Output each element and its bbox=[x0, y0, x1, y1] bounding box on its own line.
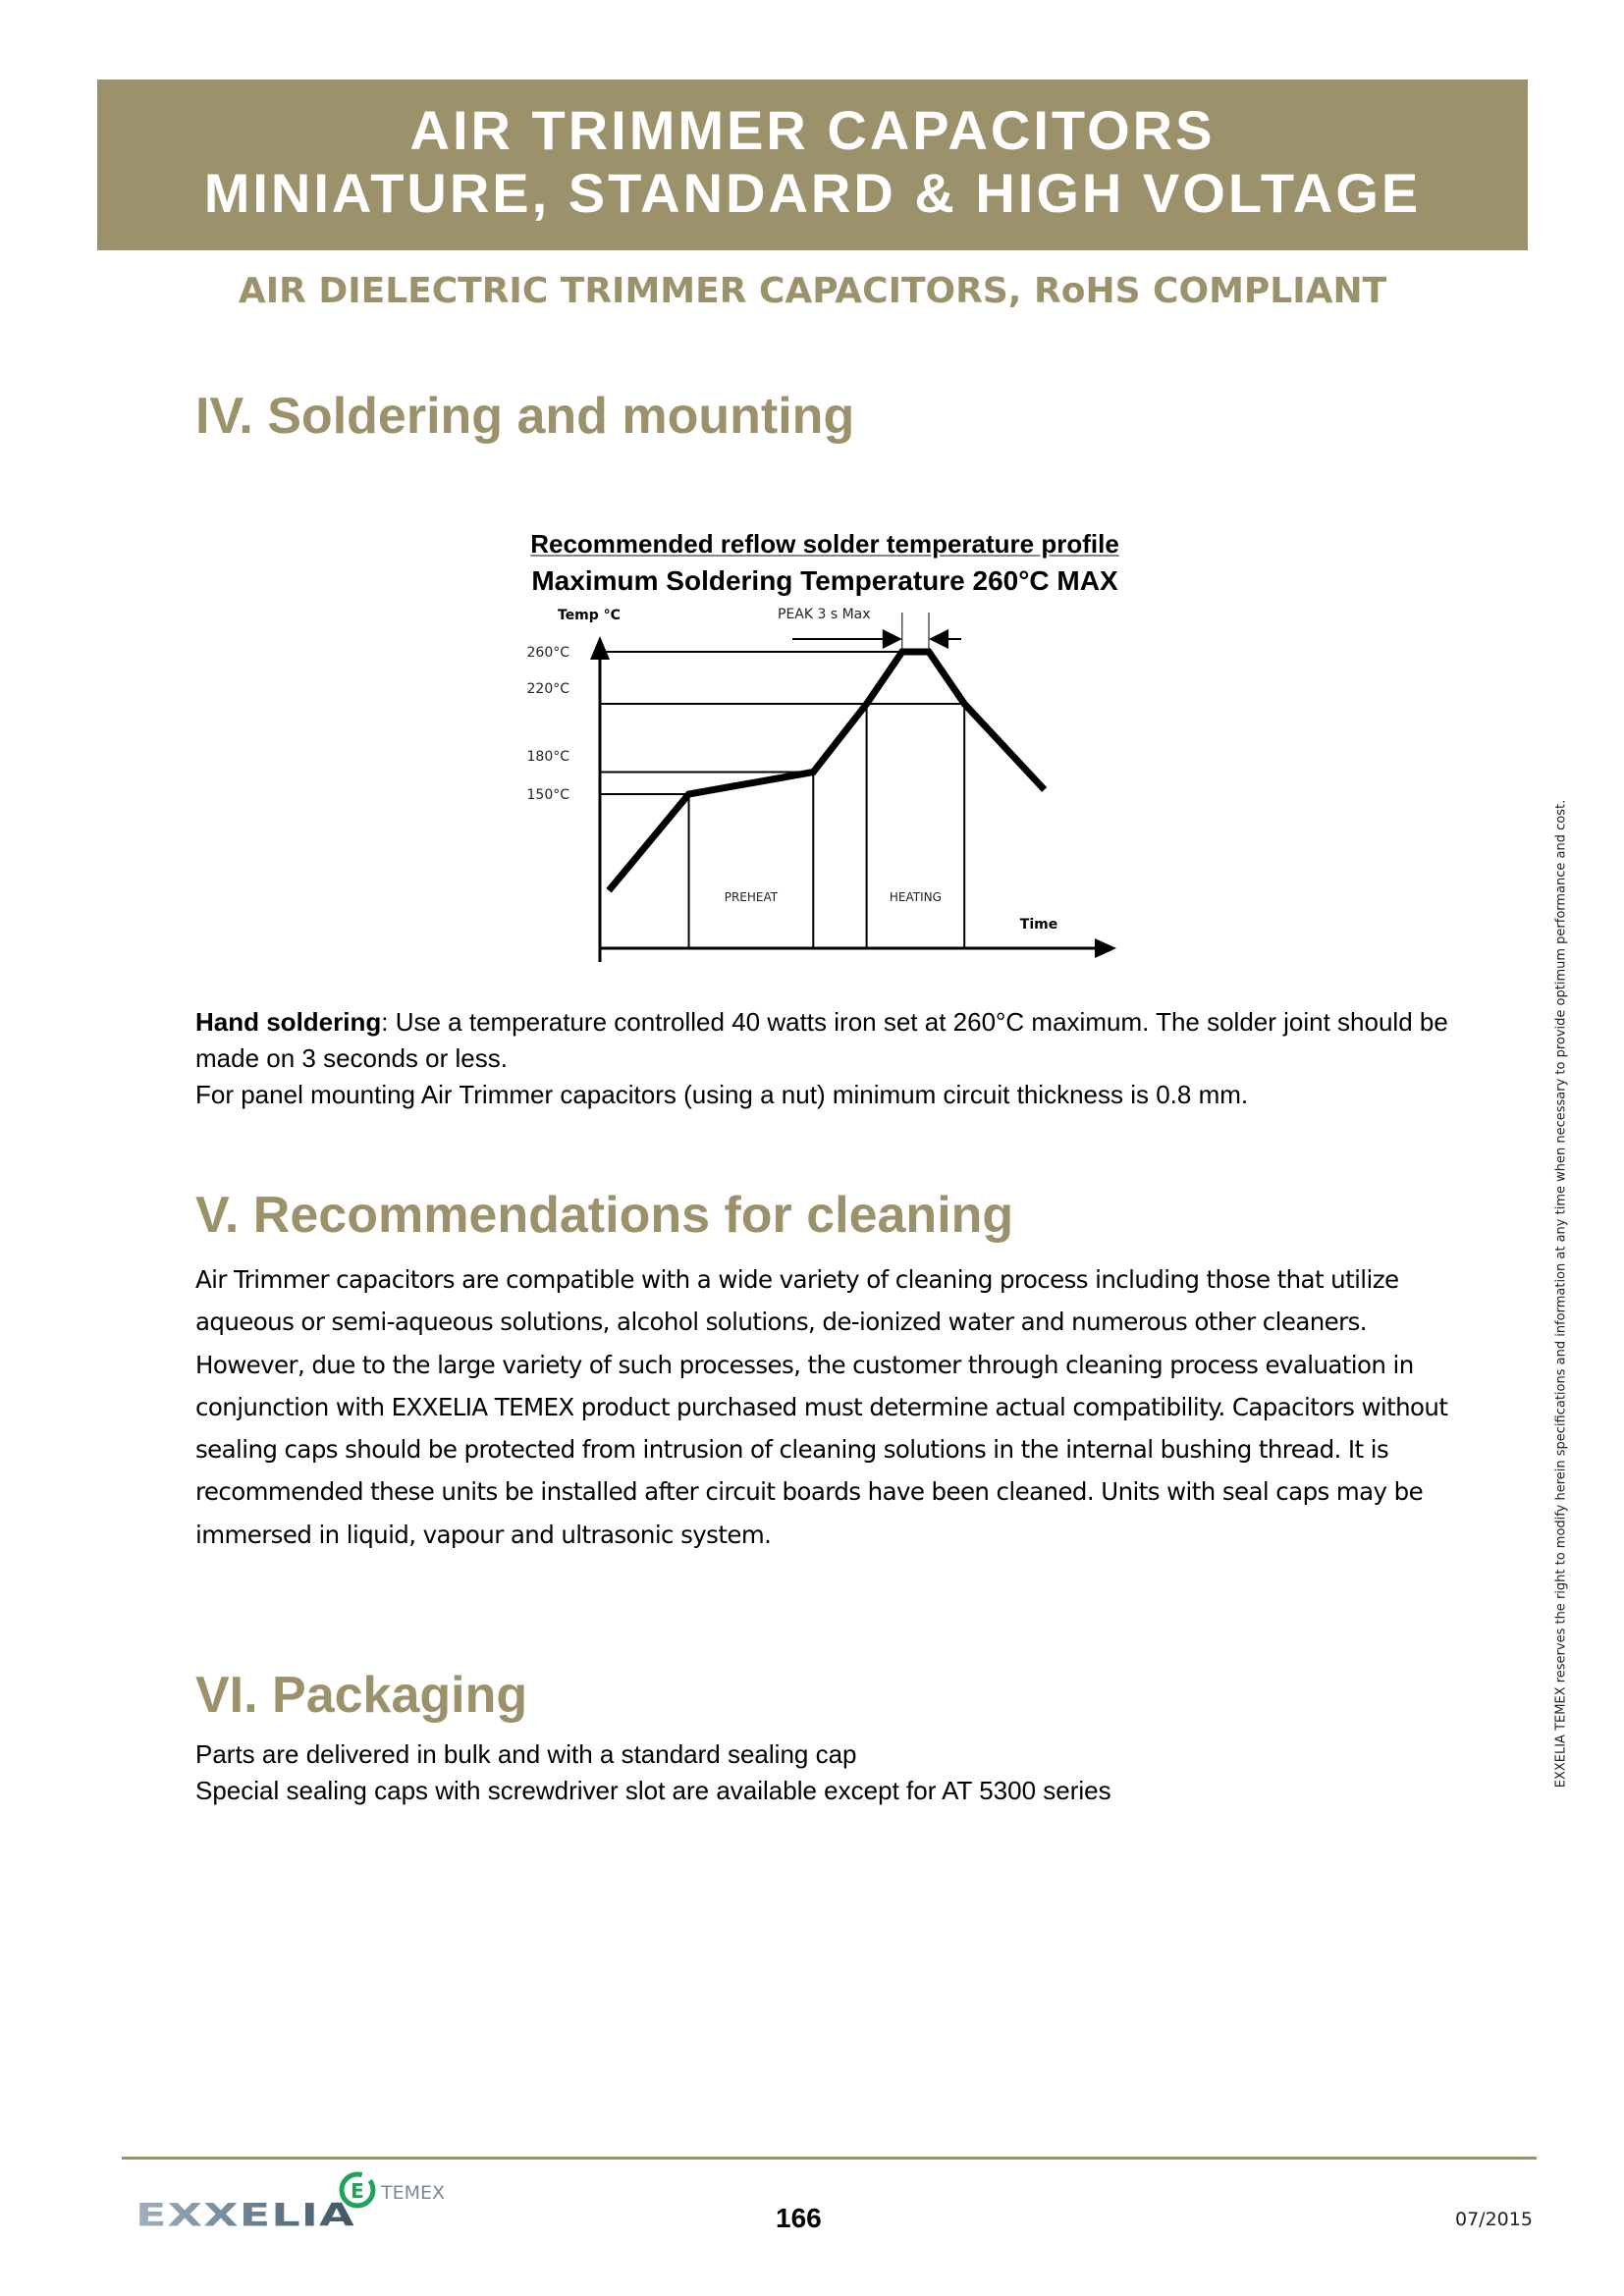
chart-subtitle: Maximum Soldering Temperature 260°C MAX bbox=[531, 565, 1118, 596]
side-disclaimer: EXXELIA TEMEX reserves the right to modify herein specifications and information at any time when necessary to provide optimum performance and cost. bbox=[1553, 799, 1569, 1789]
y-axis-label: Temp °C bbox=[558, 608, 621, 623]
document-title-line-1: AIR TRIMMER CAPACITORS bbox=[409, 99, 1216, 161]
panel-mounting-text: For panel mounting Air Trimmer capacitors (using a nut) minimum circuit thickness is 0.8 mm. bbox=[195, 1080, 1249, 1109]
section-cleaning-title: V. Recommendations for cleaning bbox=[195, 1187, 1014, 1244]
hand-soldering-label: Hand soldering bbox=[195, 1007, 382, 1037]
page-number: 166 bbox=[776, 2203, 822, 2233]
exxelia-temex-logo bbox=[135, 2169, 460, 2248]
y-axis-arrow bbox=[590, 636, 610, 660]
packaging-line-2: Special sealing caps with screwdriver slot are available except for AT 5300 series bbox=[195, 1776, 1111, 1805]
packaging-line-1: Parts are delivered in bulk and with a standard sealing cap bbox=[195, 1739, 857, 1769]
chart-title-text: Recommended reflow solder temperature profile bbox=[530, 529, 1119, 559]
zone-label-preheat: PREHEAT bbox=[724, 890, 779, 904]
footer-divider bbox=[122, 2157, 1537, 2160]
cleaning-paragraph: Air Trimmer capacitors are compatible with a wide variety of cleaning process including those that utilize aqueous or semi-aqueous solutions, alcohol solutions, de-ionized water and numerous other cleaners. However, due to the large variety of such processes, the customer through cleaning process evaluation in conjunction with EXXELIA TEMEX product purchased must determine actual compatibility. Capacitors without sealing caps should be protected from intrusion of cleaning solutions in the internal bushing thread. It is recommended these units be installed after circuit boards have been cleaned. Units with seal caps may be immersed in liquid, vapour and ultrasonic system. bbox=[195, 1265, 1448, 1549]
logo-mark-icon bbox=[342, 2174, 373, 2206]
y-tick-label: 180°C bbox=[526, 749, 569, 765]
logo-mark-letter: E bbox=[351, 2179, 364, 2203]
hand-soldering-paragraph bbox=[195, 1004, 1472, 1113]
logo-sub-text: TEMEX bbox=[381, 2182, 446, 2204]
section-packaging-title: VI. Packaging bbox=[195, 1667, 528, 1724]
reflow-profile-chart bbox=[0, 0, 1624, 982]
y-tick-label: 150°C bbox=[526, 787, 569, 803]
section-soldering-title: IV. Soldering and mounting bbox=[195, 388, 855, 445]
y-tick-label: 260°C bbox=[526, 645, 569, 661]
x-axis-label: Time bbox=[1019, 917, 1058, 933]
peak-arrow-right-head bbox=[929, 629, 948, 649]
document-title-line-2: MINIATURE, STANDARD & HIGH VOLTAGE bbox=[203, 162, 1422, 224]
footer-date: 07/2015 bbox=[1455, 2209, 1533, 2230]
hand-soldering-text: : Use a temperature controlled 40 watts iron set at 260°C maximum. The solder joint should be made on 3 seconds or less. bbox=[195, 1007, 1448, 1073]
document-subtitle: AIR DIELECTRIC TRIMMER CAPACITORS, RoHS COMPLIANT bbox=[238, 271, 1387, 311]
y-tick-label: 220°C bbox=[526, 681, 569, 697]
packaging-paragraph bbox=[195, 1736, 1472, 1809]
peak-annotation-label: PEAK 3 s Max bbox=[778, 607, 871, 622]
logo-main-text: EXXELIA bbox=[135, 2197, 355, 2234]
x-axis-arrow bbox=[1095, 938, 1116, 958]
peak-arrow-left-head bbox=[883, 629, 902, 649]
zone-label-heating: HEATING bbox=[889, 890, 942, 904]
